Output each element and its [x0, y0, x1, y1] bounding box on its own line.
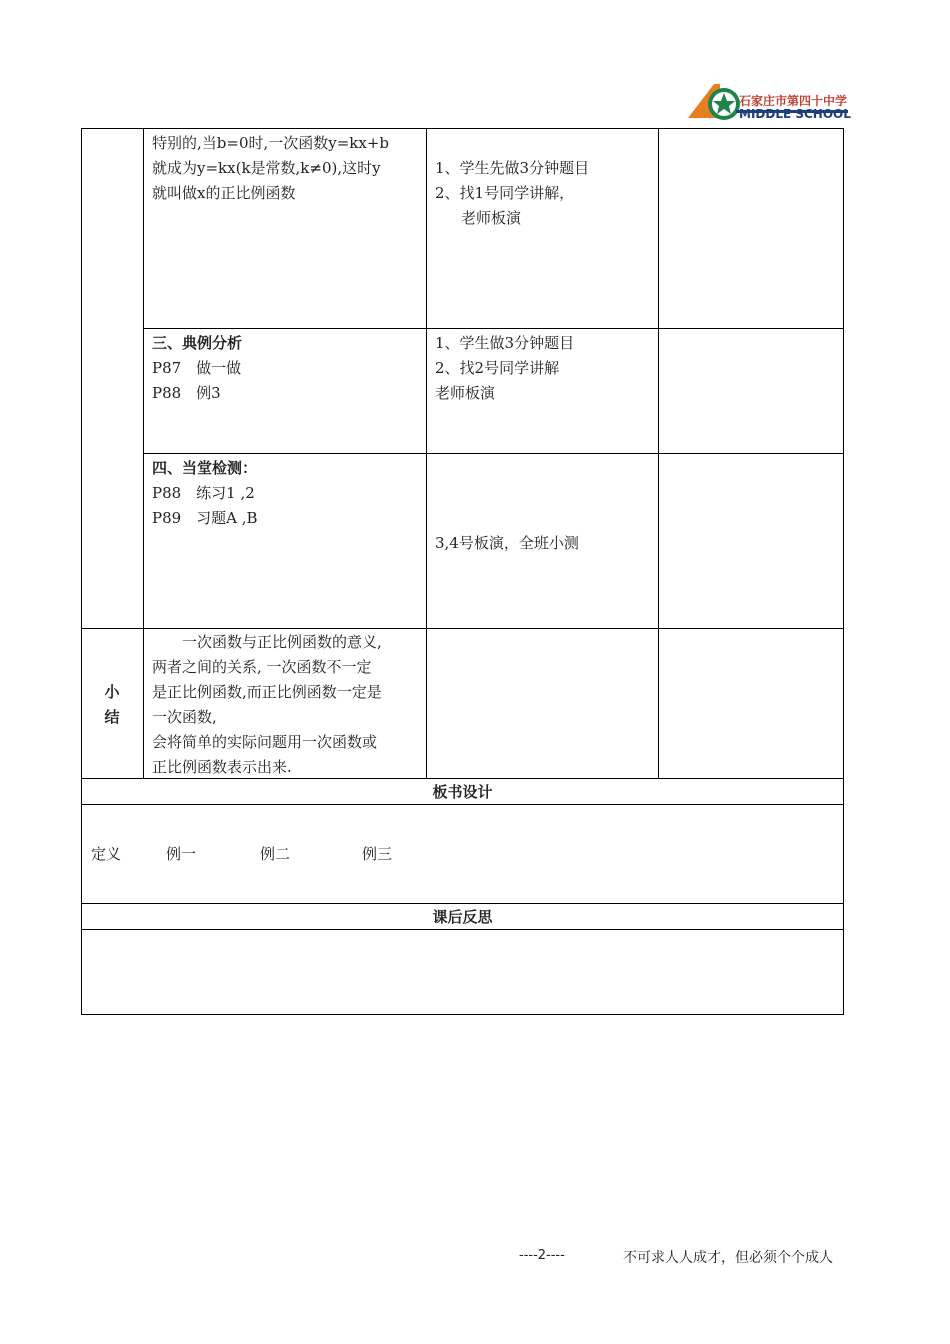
summary-label: [81, 680, 143, 730]
summary-line: 一次函数,: [152, 708, 217, 726]
summary-label-line: 结: [104, 708, 120, 726]
board-item-definition: 定义: [91, 845, 122, 863]
reflection-title: 课后反思: [432, 908, 493, 926]
logo-school-name-cn: 石家庄市第四十中学: [739, 94, 848, 108]
row2-content-line: P87 做一做: [152, 359, 242, 377]
summary-label-line: 小: [104, 683, 120, 701]
row2-activity-line: 1、学生做3分钟题目: [435, 334, 575, 352]
row1-content: [152, 131, 389, 206]
section-heading-check: 四、当堂检测：: [152, 459, 258, 477]
row1-activity-line: 2、找1号同学讲解，: [435, 184, 575, 202]
row3-activity: [435, 531, 579, 556]
row2-activity-line: 2、找2号同学讲解: [435, 359, 560, 377]
summary-line: 会将简单的实际问题用一次函数或: [152, 733, 378, 751]
summary-line: 是正比例函数,而正比例函数一定是: [152, 683, 382, 701]
footer-motto: 不可求人人成才，但必须个个成人: [623, 1250, 833, 1266]
row3-content: [152, 456, 258, 531]
row1-activity-line: 1、学生先做3分钟题目: [435, 159, 590, 177]
row2-activity: [435, 331, 574, 406]
row1-activity-line: 老师板演: [461, 209, 522, 227]
row1-content-line: 就成为y=kx(k是常数,k≠0),这时y: [152, 159, 381, 177]
board-item-example-2: 例二: [260, 845, 291, 863]
row3-activity-line: 3,4号板演，全班小测: [435, 534, 579, 552]
logo-school-name-en: MIDDLE SCHOOL: [739, 107, 851, 121]
row1-activity: [435, 156, 589, 231]
row2-content: [152, 331, 242, 406]
row2-content-line: P88 例3: [152, 384, 221, 402]
row1-content-line: 特别的,当b=0时,一次函数y=kx+b: [152, 134, 390, 152]
row1-content-line: 就叫做x的正比例函数: [152, 184, 296, 202]
summary-content: [152, 630, 382, 780]
row2-activity-line: 老师板演: [435, 384, 496, 402]
board-design-title: 板书设计: [432, 783, 493, 801]
row3-content-line: P88 练习1 ,2: [152, 484, 255, 502]
row3-content-line: P89 习题A ,B: [152, 509, 258, 527]
page-number: ----2----: [519, 1248, 565, 1263]
summary-line: 一次函数与正比例函数的意义,: [152, 633, 382, 651]
board-item-example-1: 例一: [166, 845, 197, 863]
section-heading-examples: 三、典例分析: [152, 334, 243, 352]
summary-line: 两者之间的关系, 一次函数不一定: [152, 658, 372, 676]
board-item-example-3: 例三: [362, 845, 393, 863]
summary-line: 正比例函数表示出来.: [152, 758, 292, 776]
lesson-plan-table: [81, 128, 844, 1015]
